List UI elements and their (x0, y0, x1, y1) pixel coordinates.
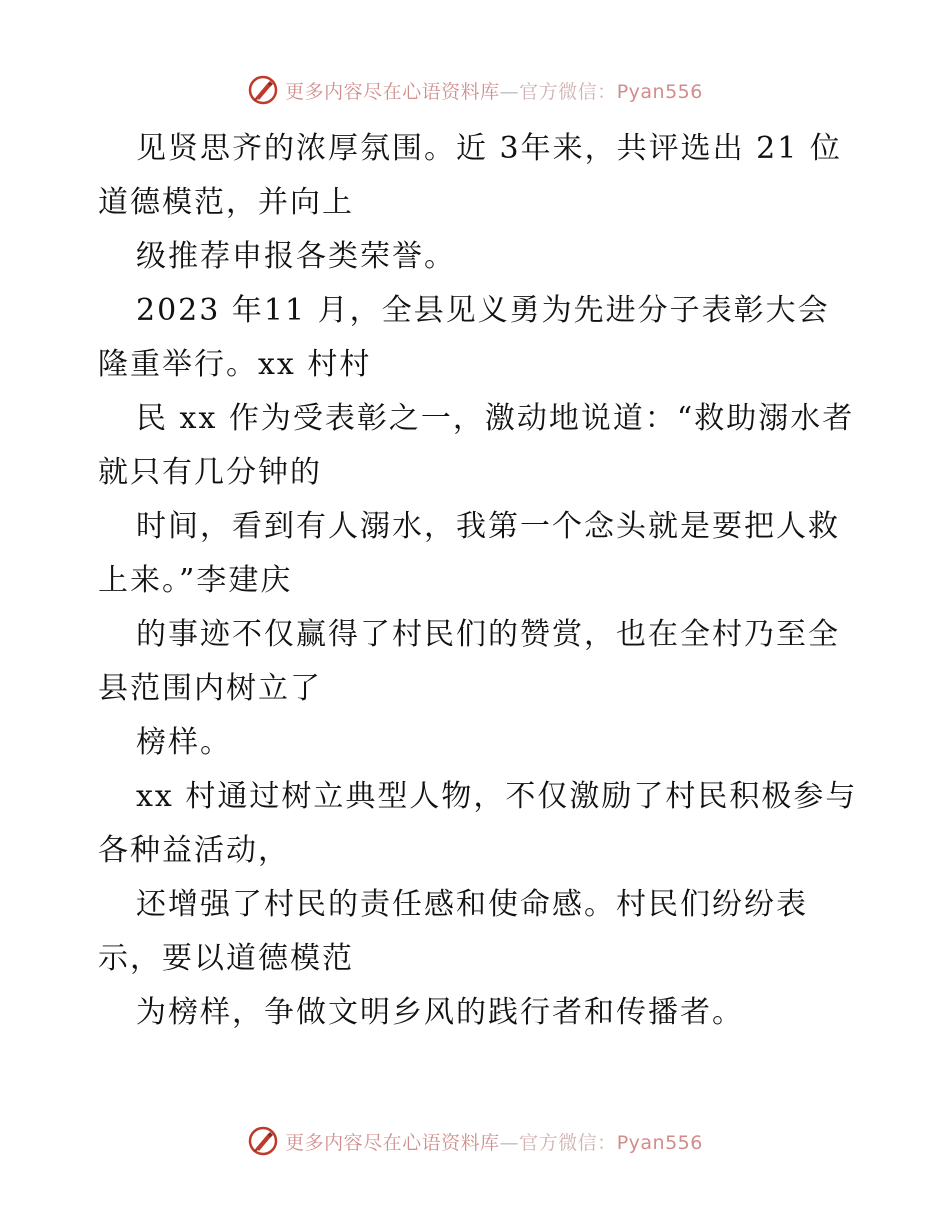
paragraph-6: 的事迹不仅赢得了村民们的赞赏，也在全村乃至全县范围内树立了 (98, 617, 840, 706)
watermark-main: 更多内容尽在心语资料库 (285, 1131, 500, 1154)
watermark-wechat-label: 官方微信： (519, 1131, 617, 1154)
watermark-text (285, 77, 703, 104)
watermark-separator: — (499, 1131, 520, 1154)
pen-logo-icon (247, 1125, 279, 1157)
paragraph-8: xx 村通过树立典型人物，不仅激励了村民积极参与各种益活动， (98, 779, 858, 868)
watermark-wechat-label: 官方微信： (519, 80, 617, 103)
paragraph-10: 为榜样，争做文明乡风的践行者和传播者。 (136, 995, 744, 1030)
watermark-main: 更多内容尽在心语资料库 (285, 80, 500, 103)
footer-watermark (0, 1121, 950, 1161)
pen-logo-icon (247, 74, 279, 106)
paragraph-5: 时间，看到有人溺水，我第一个念头就是要把人救上来。”李建庆 (98, 509, 840, 598)
document-body (98, 122, 858, 1040)
watermark-text (285, 1128, 703, 1155)
paragraph-2: 级推荐申报各类荣誉。 (136, 239, 456, 274)
watermark-wechat-id: Pyan556 (616, 80, 703, 103)
watermark-wechat-id: Pyan556 (616, 1131, 703, 1154)
paragraph-4: 民 xx 作为受表彰之一，激动地说道：“救助溺水者就只有几分钟的 (98, 401, 855, 490)
header-watermark (0, 70, 950, 110)
paragraph-9: 还增强了村民的责任感和使命感。村民们纷纷表示，要以道德模范 (98, 887, 808, 976)
paragraph-7: 榜样。 (136, 725, 232, 760)
paragraph-1: 见贤思齐的浓厚氛围。近 3年来，共评选出 21 位道德模范，并向上 (98, 131, 842, 220)
paragraph-3: 2023 年11 月，全县见义勇为先进分子表彰大会隆重举行。xx 村村 (98, 293, 830, 382)
watermark-separator: — (499, 80, 520, 103)
